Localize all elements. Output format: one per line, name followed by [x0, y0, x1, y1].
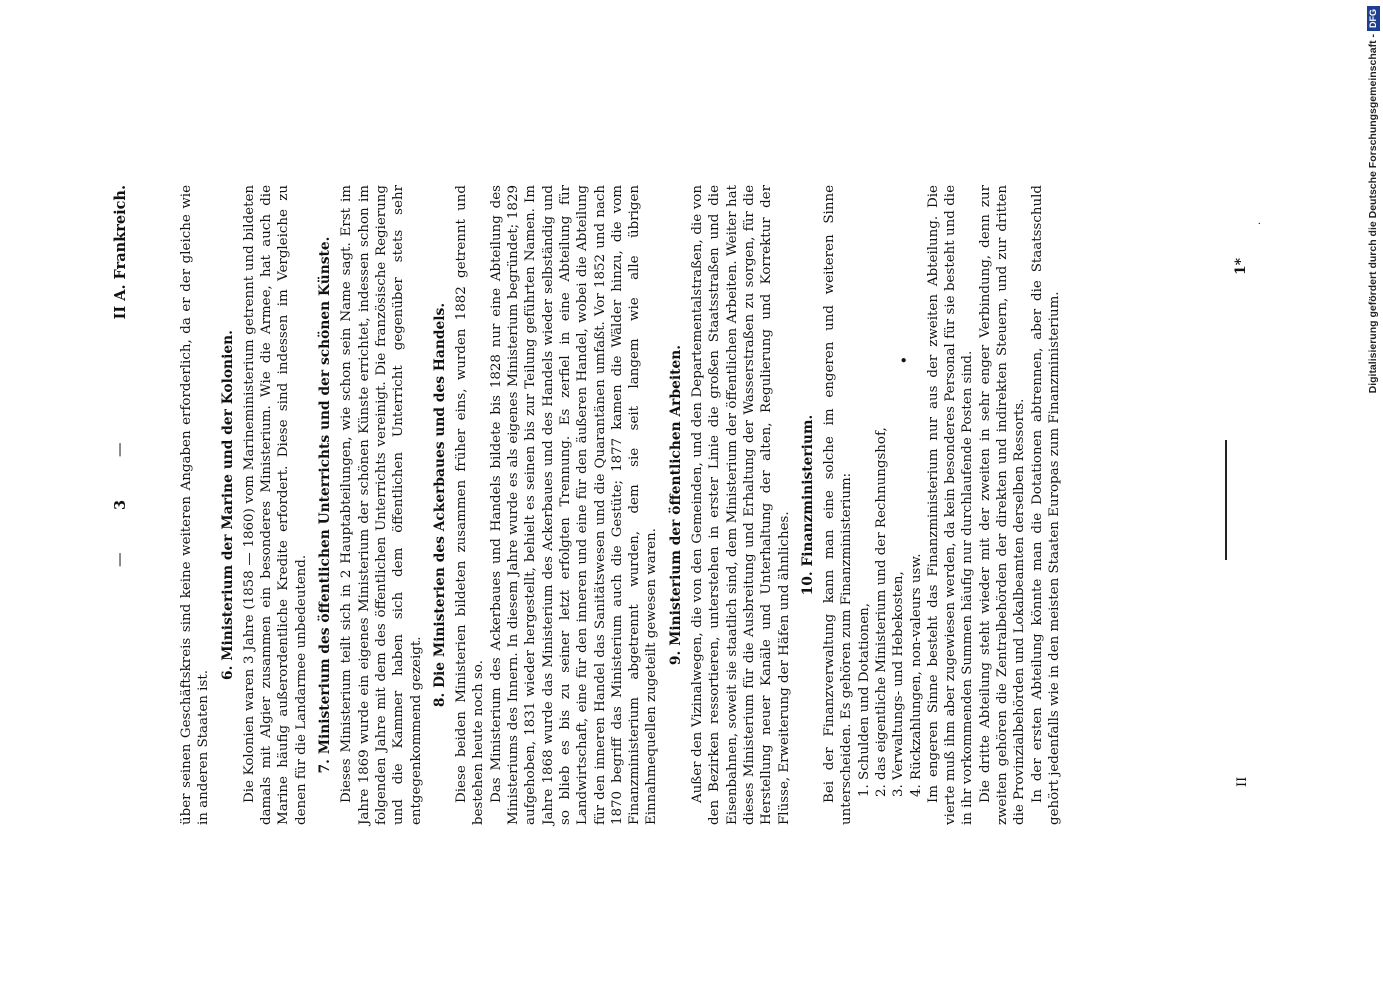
- closing-rule: [1225, 440, 1227, 560]
- header-dash-left: —: [112, 552, 128, 567]
- paragraph: Dieses Ministerium teilt sich in 2 Hauptabteilungen, wie schon sein Name sagt. Erst im Jahre 1869 wurde ein eigenes Ministerium der schönen Künste errichtet, indessen schon im folgenden Jahre mit dem des öffentlichen Unterrichts vereinigt. Die französische Regierung und die Kammer haben sich dem öffentlichen Unterricht gegenüber stets sehr entgegenkommend gezeigt.: [339, 185, 424, 825]
- page-body: [178, 185, 1063, 825]
- list-item: 2. das eigentliche Ministerium und der Rechnungshof,: [873, 427, 889, 797]
- section-heading-marine: 6. Ministerium der Marine und der Kolonien.: [219, 330, 236, 680]
- print-dot: .: [1252, 221, 1263, 225]
- paragraph: Diese beiden Ministerien bildeten zusammen früher eins, wurden 1882 getrennt und bestehen heute noch so.: [454, 185, 487, 825]
- section-heading-unterricht: 7. Ministerium des öffentlichen Unterrichts und der schönen Künste.: [317, 236, 334, 774]
- signature-left: II: [1235, 776, 1250, 787]
- page-number: 3: [112, 499, 129, 511]
- list-item: 4. Rückzahlungen, non-valeurs usw.: [908, 553, 924, 797]
- paragraph: Das Ministerium des Ackerbaues und Handels bildete bis 1828 nur eine Abteilung des Ministeriums des Innern. In diesem Jahre wurde es als eigenes Ministerium begründet; 1829 aufgehoben, 1831 wieder hergestellt, behielt es seinen bis zur Teilung geführten Namen. Im Jahre 1868 wurde das Ministerium des Ackerbaues und des Handels wieder selbständig und so blieb es bis zu seiner letzt erfolgten Trennung. Es zerfiel in eine Abteilung für Landwirtschaft, eine für den inneren und eine für den äußeren Handel, wobei die Abteilung für den inneren Handel das Sanitätswesen und die Quarantänen umfaßt. Vor 1852 und nach 1870 begriff das Ministerium auch die Gestüte; 1877 kamen die Wälder hinzu, die vom Finanzministerium abgetrennt wurden, dem sie seit langem wie alle übrigen Einnahmequellen zugeteilt gewesen waren.: [488, 185, 660, 825]
- credit-text: Digitalisierung gefördert durch die Deutsche Forschungsgemeinschaft -: [1367, 34, 1379, 394]
- paragraph: In der ersten Abteilung könnte man die Dotationen abtrennen, aber die Staatsschuld gehört jedenfalls wie in den meisten Staaten Europas zum Finanzministerium.: [1029, 185, 1062, 825]
- digitization-credit: [1367, 6, 1381, 994]
- print-mark: •: [897, 356, 911, 364]
- digitization-credit-text: [1367, 6, 1381, 994]
- section-heading-finanz: 10. Finanzministerium.: [799, 414, 816, 596]
- list-item: 3. Verwaltungs- und Hebekosten,: [891, 571, 907, 797]
- paragraph: Im engeren Sinne besteht das Finanzministerium nur aus der zweiten Abteilung. Die vierte muß ihm aber zugewiesen werden, da kein besonderes Personal für sie besteht und die in ihr vorkommenden Summen häufig nur durchlaufende Posten sind.: [925, 185, 976, 825]
- paragraph: Bei der Finanzverwaltung kann man eine solche im engeren und weiteren Sinne unterscheiden. Es gehören zum Finanzministerium:: [822, 185, 855, 825]
- paragraph: Außer den Vizinalwegen, die von den Gemeinden, und den Departementalstraßen, die von den Bezirken ressortieren, unterstehen in erster Linie die großen Staatsstraßen und die Eisenbahnen, soweit sie staatlich sind, dem Ministerium der öffentlichen Arbeiten. Weiter hat dieses Ministerium für die Ausbreitung und Erhaltung der Wasserstraßen zu sorgen, für die Herstellung neuer Kanäle und Unterhaltung der alten, Regulierung und Korrektur der Flüsse, Erweiterung der Häfen und ähnliches.: [690, 185, 792, 825]
- running-head: II A. Frankreich.: [112, 185, 129, 320]
- finance-list: [856, 185, 925, 825]
- dfg-logo: DFG: [1367, 6, 1380, 31]
- page-header: [112, 185, 134, 825]
- paragraph: Die dritte Abteilung steht wieder mit der zweiten in sehr enger Verbindung, denn zur zweiten gehören die Zentralbehörden der direkten und indirekten Steuern, und zur dritten die Provinzialbehörden und Lokalbeamten derselben Ressorts.: [977, 185, 1028, 825]
- paragraph: Die Kolonien waren 3 Jahre (1858 — 1860) vom Marineministerium getrennt und bildeten damals mit Algier zusammen ein besonderes Ministerium. Wie die Armee, hat auch die Marine häufig außerordentliche Kredite erfordert. Diese sind indessen im Vergleiche zu denen für die Landarmee unbedeutend.: [241, 185, 309, 825]
- section-heading-ackerbau: 8. Die Ministerien des Ackerbaues und des Handels.: [431, 302, 448, 708]
- intro-paragraph: über seinen Geschäftskreis sind keine weiteren Angaben erforderlich, da er der gleiche wie in anderen Staaten ist.: [179, 185, 212, 825]
- list-item: 1. Schulden und Dotationen,: [856, 602, 872, 797]
- section-heading-arbeiten: 9. Ministerium der öffentlichen Arbeiten.: [667, 344, 684, 666]
- header-dash-right: —: [112, 442, 128, 457]
- signature-right: 1*: [1233, 257, 1249, 275]
